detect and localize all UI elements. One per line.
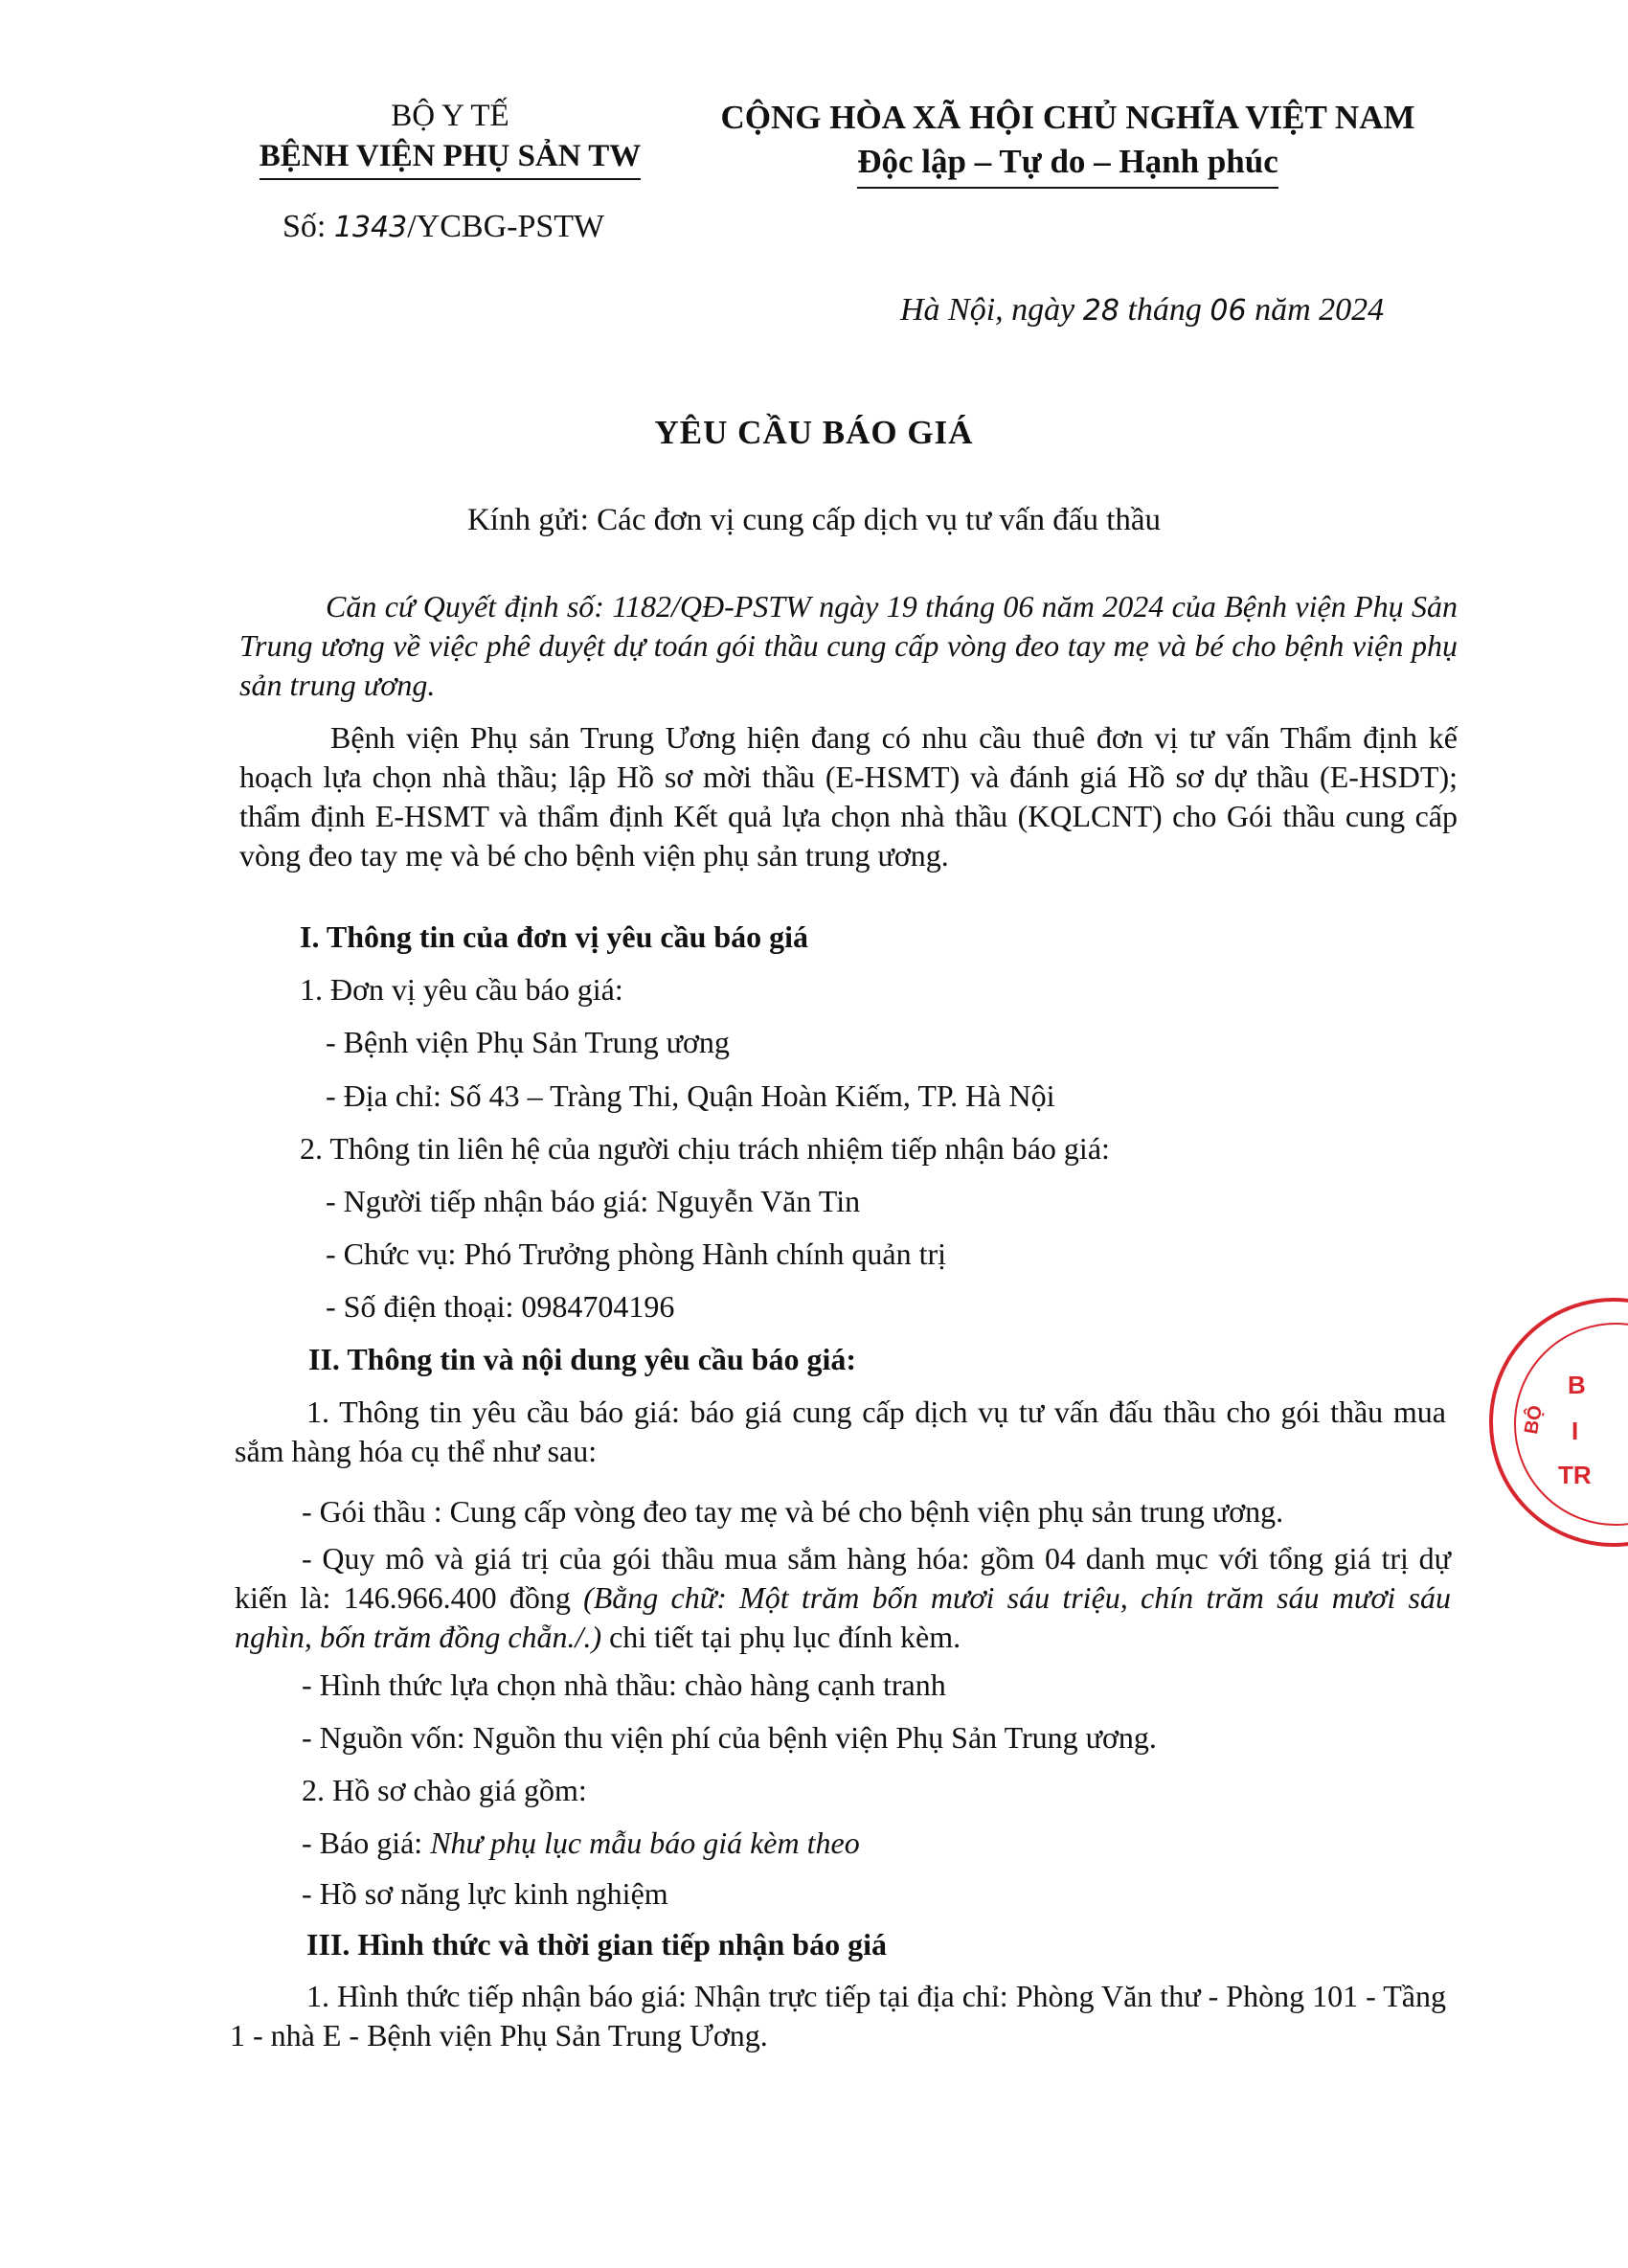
section-1-item-2: 2. Thông tin liên hệ của người chịu trách nhiệm tiếp nhận báo giá:: [300, 1131, 1110, 1166]
document-date: [900, 292, 1384, 329]
section-1-item-1: 1. Đơn vị yêu cầu báo giá:: [300, 972, 623, 1007]
issuer-block: [239, 96, 661, 180]
requesting-address: - Địa chỉ: Số 43 – Tràng Thi, Quận Hoàn Kiếm, TP. Hà Nội: [326, 1078, 1055, 1113]
package-scale-value: - Quy mô và giá trị của gói thầu mua sắm hàng hóa: gồm 04 danh mục với tổng giá trị dự kiến là: 146.966.400 đồng: [235, 1541, 1451, 1615]
stamp-letter-4: BỘ: [1521, 1403, 1547, 1437]
legal-basis-paragraph: Căn cứ Quyết định số: 1182/QĐ-PSTW ngày 19 tháng 06 năm 2024 của Bệnh viện Phụ Sản Trung ương về việc phê duyệt dự toán gói thầu cung cấp vòng đeo tay mẹ và bé cho bệnh viện phụ sản trung ương.: [239, 589, 1458, 702]
section-3-item-1: 1. Hình thức tiếp nhận báo giá: Nhận trực tiếp tại địa chỉ: Phòng Văn thư - Phòng 101 - Tầng 1 - nhà E - Bệnh viện Phụ Sản Trung Ương.: [230, 1979, 1446, 2053]
contact-phone: - Số điện thoại: 0984704196: [326, 1289, 675, 1324]
quote-value: Như phụ lục mẫu báo giá kèm theo: [430, 1826, 860, 1860]
funding-source: - Nguồn vốn: Nguồn thu viện phí của bệnh viện Phụ Sản Trung ương.: [302, 1720, 1157, 1755]
quote-label: - Báo giá:: [302, 1826, 423, 1860]
selection-method: - Hình thức lựa chọn nhà thầu: chào hàng cạnh tranh: [302, 1667, 946, 1702]
section-2-heading: II. Thông tin và nội dung yêu cầu báo giá:: [308, 1342, 857, 1376]
bid-package: - Gói thầu : Cung cấp vòng đeo tay mẹ và bé cho bệnh viện phụ sản trung ương.: [302, 1494, 1284, 1529]
date-month-word: tháng: [1127, 292, 1202, 328]
document-reference: [283, 209, 604, 245]
hospital-name: BỆNH VIỆN PHỤ SẢN TW: [260, 136, 642, 180]
quote-requirement: [302, 1824, 860, 1863]
document-title: YÊU CẦU BÁO GIÁ: [654, 414, 974, 451]
country-name: CỘNG HÒA XÃ HỘI CHỦ NGHĨA VIỆT NAM: [720, 99, 1415, 136]
contact-receiver: - Người tiếp nhận báo giá: Nguyễn Văn Tin: [326, 1184, 861, 1218]
ref-number-handwritten: 1343: [333, 211, 408, 244]
national-motto: Độc lập – Tự do – Hạnh phúc: [857, 140, 1278, 189]
official-stamp: [1489, 1298, 1628, 1547]
date-day-handwritten: 28: [1082, 294, 1119, 328]
contact-position: - Chức vụ: Phó Trưởng phòng Hành chính quản trị: [326, 1236, 947, 1271]
section-1-heading: I. Thông tin của đơn vị yêu cầu báo giá: [300, 919, 809, 954]
intro-paragraph: Bệnh viện Phụ sản Trung Ương hiện đang có nhu cầu thuê đơn vị tư vấn Thẩm định kế hoạch lựa chọn nhà thầu; lập Hồ sơ mời thầu (E-HSMT) và đánh giá Hồ sơ dự thầu (E-HSDT); thẩm định E-HSMT và thẩm định Kết quả lựa chọn nhà thầu (KQLCNT) cho Gói thầu cung cấp vòng đeo tay mẹ và bé cho bệnh viện phụ sản trung ương.: [239, 720, 1458, 873]
stamp-letter-3: TR: [1558, 1461, 1592, 1489]
date-place: Hà Nội, ngày: [900, 292, 1075, 328]
capability-requirement: - Hồ sơ năng lực kinh nghiệm: [302, 1876, 668, 1911]
section-3-heading: III. Hình thức và thời gian tiếp nhận báo giá: [306, 1927, 887, 1962]
ministry-name: BỘ Y TẾ: [391, 99, 509, 133]
section-2-item-2: 2. Hồ sơ chào giá gồm:: [302, 1773, 587, 1807]
date-year: năm 2024: [1255, 292, 1385, 328]
stamp-letter-2: I: [1571, 1417, 1579, 1445]
package-scale-tail: chi tiết tại phụ lục đính kèm.: [609, 1620, 961, 1654]
package-value-in-words: (Bằng chữ: Một trăm bốn mươi sáu triệu, chín trăm sáu mươi sáu nghìn, bốn trăm đồng chẵn./.): [235, 1580, 1451, 1654]
recipient-line: Kính gửi: Các đơn vị cung cấp dịch vụ tư vấn đấu thầu: [466, 503, 1162, 537]
section-2-item-1: 1. Thông tin yêu cầu báo giá: báo giá cung cấp dịch vụ tư vấn đấu thầu cho gói thầu mua sắm hàng hóa cụ thể như sau:: [235, 1395, 1446, 1468]
ref-suffix: /YCBG-PSTW: [407, 209, 605, 244]
ref-prefix: Số:: [283, 209, 327, 244]
package-scale: [235, 1539, 1451, 1657]
national-header: [685, 96, 1451, 189]
requesting-unit: - Bệnh viện Phụ Sản Trung ương: [326, 1025, 730, 1059]
stamp-letter-1: B: [1568, 1371, 1586, 1399]
date-month-handwritten: 06: [1210, 294, 1247, 328]
